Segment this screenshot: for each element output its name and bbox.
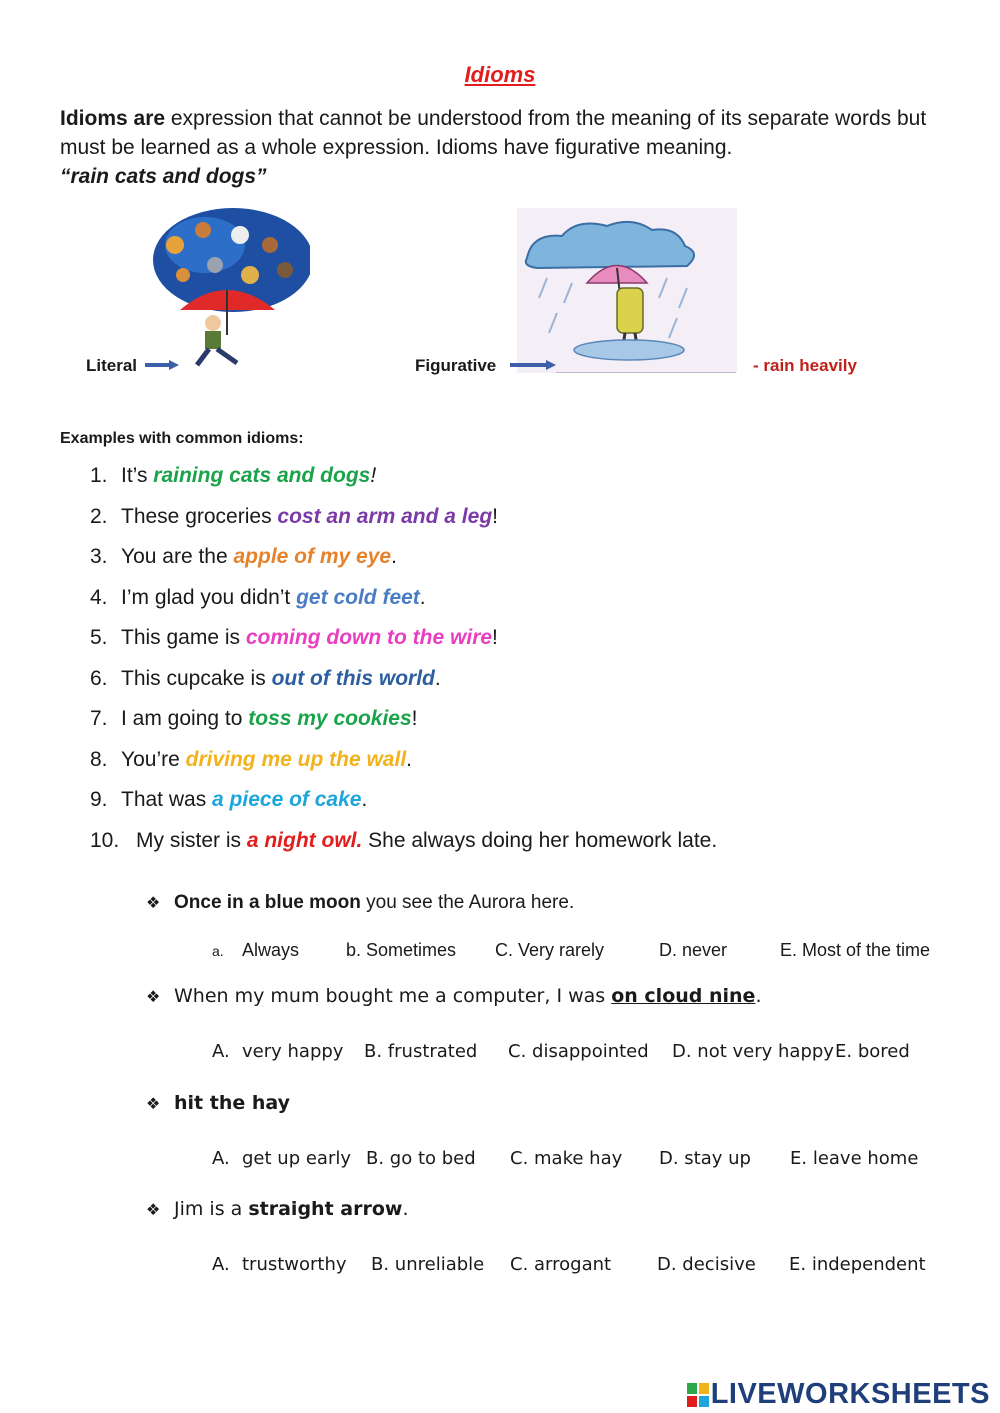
example-item <box>90 748 412 772</box>
answer-option[interactable]: B. unreliable <box>371 1254 485 1275</box>
example-idiom: cost an arm and a leg <box>277 505 493 528</box>
answer-option[interactable]: B. go to bed <box>366 1148 476 1169</box>
answer-option[interactable]: D. decisive <box>657 1254 756 1275</box>
answer-option[interactable]: trustworthy <box>242 1254 347 1275</box>
answer-option[interactable]: C. make hay <box>510 1148 623 1169</box>
example-item <box>90 626 498 650</box>
example-item <box>90 667 441 691</box>
answer-line <box>556 372 736 373</box>
question-prompt <box>146 1198 408 1220</box>
option-letter: A. <box>212 1148 230 1169</box>
example-text-end: . <box>391 545 397 568</box>
brand-text: LIVEWORKSHEETS <box>710 1378 990 1410</box>
question-idiom: straight arrow <box>248 1198 403 1220</box>
diamond-bullet-icon: ❖ <box>146 895 161 912</box>
example-text: You are the <box>121 545 234 568</box>
example-item <box>90 829 717 853</box>
example-idiom: a night owl. <box>246 829 363 852</box>
answer-option[interactable]: Always <box>242 940 300 960</box>
example-text: I am going to <box>121 707 249 730</box>
example-text-end: ! <box>492 626 498 649</box>
answer-option[interactable]: D. not very happy <box>672 1041 834 1062</box>
literal-label: Literal <box>86 356 138 375</box>
intro-lead: Idioms are <box>60 107 166 130</box>
answer-option[interactable]: E. Most of the time <box>780 940 931 960</box>
example-number: 5. <box>90 626 108 649</box>
example-text-end: . <box>419 586 426 609</box>
example-idiom: out of this world <box>271 667 435 690</box>
example-idiom: coming down to the wire <box>245 626 493 649</box>
literal-illustration <box>145 205 310 375</box>
question-text: . <box>402 1198 409 1220</box>
example-idiom: apple of my eye <box>233 545 392 568</box>
question-text: When my mum bought me a computer, I was <box>174 985 612 1007</box>
question-prompt <box>146 985 761 1007</box>
example-text-end: ! <box>492 505 498 528</box>
example-text: These groceries <box>121 505 278 528</box>
question-prompt <box>146 1092 290 1114</box>
question-text: you see the Aurora here. <box>360 892 575 913</box>
answer-option[interactable]: get up early <box>242 1148 351 1169</box>
example-item <box>90 545 397 569</box>
intro-paragraph <box>60 104 960 191</box>
diamond-bullet-icon: ❖ <box>146 1094 161 1113</box>
example-number: 4. <box>90 586 108 609</box>
example-idiom: get cold feet <box>296 586 420 609</box>
example-text: This game is <box>121 626 246 649</box>
example-item <box>90 788 367 812</box>
example-number: 3. <box>90 545 108 568</box>
answer-option[interactable]: E. independent <box>789 1254 926 1275</box>
example-text-end: She always doing her homework late. <box>362 829 718 852</box>
figurative-illustration <box>517 208 737 373</box>
answer-option[interactable]: E. bored <box>835 1041 910 1062</box>
question-text: . <box>755 985 762 1007</box>
example-number: 7. <box>90 707 108 730</box>
intro-text: expression that cannot be understood from the meaning of its separate words but must be learned as a whole expression. Idioms have figurative meaning. <box>60 107 927 159</box>
example-idiom: toss my cookies <box>248 707 412 730</box>
answer-option[interactable]: b. Sometimes <box>346 940 457 960</box>
answer-option[interactable]: B. frustrated <box>364 1041 478 1062</box>
figurative-meaning: - rain heavily <box>753 356 857 375</box>
figurative-label: Figurative <box>415 356 497 375</box>
example-text: It’s <box>121 464 154 487</box>
figurative-arrow-icon <box>510 360 556 370</box>
literal-arrow-icon <box>145 360 179 370</box>
option-letter: a. <box>212 943 224 959</box>
example-item <box>90 707 418 731</box>
diamond-bullet-icon: ❖ <box>146 987 161 1006</box>
example-item <box>90 464 376 488</box>
option-letter: A. <box>212 1041 230 1062</box>
brand-mark-icon <box>687 1383 709 1407</box>
brand-logo <box>687 1378 990 1411</box>
example-text-end: ! <box>370 464 377 487</box>
example-text: You’re <box>121 748 186 771</box>
example-text-end: . <box>361 788 368 811</box>
example-item <box>90 505 498 529</box>
question-prompt <box>146 892 574 914</box>
example-idiom: a piece of cake <box>212 788 362 811</box>
example-number: 8. <box>90 748 108 771</box>
example-text-end: ! <box>411 707 418 730</box>
examples-heading: Examples with common idioms: <box>60 430 304 447</box>
example-item <box>90 586 426 610</box>
example-text: I’m glad you didn’t <box>121 586 297 609</box>
example-text-end: . <box>434 667 441 690</box>
intro-quote: “rain cats and dogs” <box>60 165 267 188</box>
example-number: 10. <box>90 829 120 852</box>
page-title: Idioms <box>464 62 536 87</box>
example-text-end: . <box>406 748 412 771</box>
example-number: 1. <box>90 464 108 487</box>
answer-option[interactable]: D. stay up <box>659 1148 751 1169</box>
answer-option[interactable]: C. disappointed <box>508 1041 649 1062</box>
example-number: 2. <box>90 505 108 528</box>
example-idiom: driving me up the wall <box>185 748 407 771</box>
answer-option[interactable]: very happy <box>242 1041 344 1062</box>
answer-option[interactable]: D. never <box>659 940 728 960</box>
example-text: My sister is <box>136 829 247 852</box>
example-idiom: raining cats and dogs <box>153 464 371 487</box>
question-idiom: Once in a blue moon <box>174 892 361 913</box>
question-idiom: hit the hay <box>174 1092 290 1114</box>
diamond-bullet-icon: ❖ <box>146 1200 161 1219</box>
example-number: 6. <box>90 667 108 690</box>
question-text: Jim is a <box>174 1198 249 1220</box>
option-letter: A. <box>212 1254 230 1275</box>
question-idiom: on cloud nine <box>611 985 756 1007</box>
answer-option[interactable]: C. arrogant <box>510 1254 612 1275</box>
answer-option[interactable]: C. Very rarely <box>495 940 605 960</box>
answer-option[interactable]: E. leave home <box>790 1148 919 1169</box>
example-text: That was <box>121 788 213 811</box>
example-number: 9. <box>90 788 108 811</box>
example-text: This cupcake is <box>121 667 272 690</box>
